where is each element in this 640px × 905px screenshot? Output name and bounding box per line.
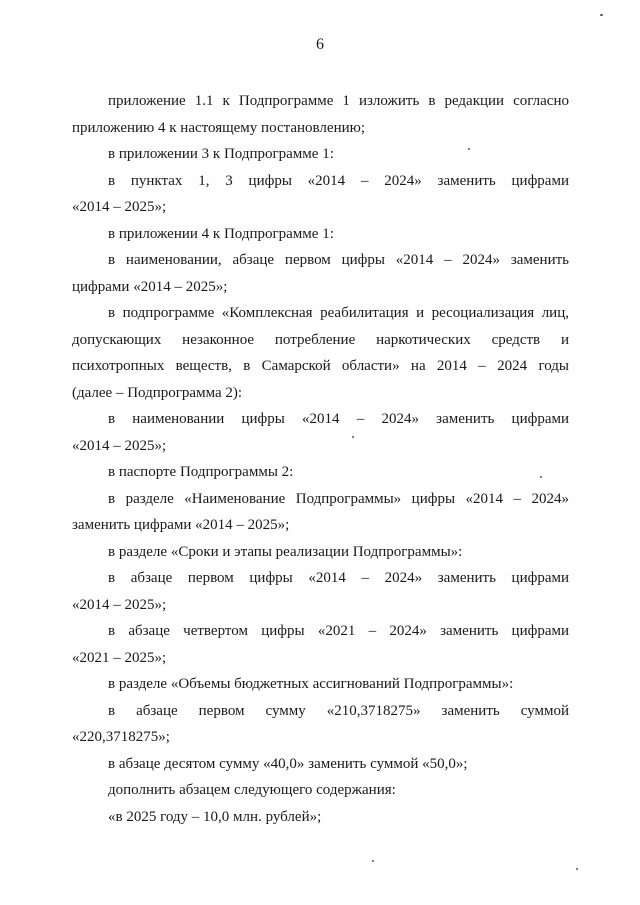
text-line: в разделе «Сроки и этапы реализации Подпрограммы»: bbox=[108, 543, 463, 560]
scan-speck bbox=[352, 436, 354, 438]
scan-speck bbox=[372, 860, 374, 862]
text-line: «в 2025 году – 10,0 млн. рублей»; bbox=[108, 808, 322, 825]
text-line: в наименовании цифры «2014 – 2024» заменить цифрами bbox=[108, 411, 569, 427]
text-line: «2014 – 2025»; bbox=[72, 437, 167, 454]
text-line: «2014 – 2025»; bbox=[72, 199, 167, 215]
scan-speck bbox=[468, 148, 470, 150]
text-line: в наименовании, абзаце первом цифры «2014 – 2024» заменить bbox=[108, 252, 569, 268]
text-line: в абзаце десятом сумму «40,0» заменить суммой «50,0»; bbox=[108, 755, 468, 772]
text-line: в приложении 4 к Подпрограмме 1: bbox=[108, 225, 334, 242]
text-line: в разделе «Наименование Подпрограммы» цифры «2014 – 2024» bbox=[108, 490, 569, 507]
text-line: в паспорте Подпрограммы 2: bbox=[108, 464, 294, 480]
text-line: психотропных веществ, в Самарской области» на 2014 – 2024 годы bbox=[72, 358, 569, 374]
scan-speck bbox=[576, 868, 578, 870]
text-line: дополнить абзацем следующего содержания: bbox=[108, 782, 396, 798]
document-body bbox=[72, 88, 569, 830]
text-line: «2021 – 2025»; bbox=[72, 649, 167, 666]
text-line: цифрами «2014 – 2025»; bbox=[72, 278, 228, 295]
scan-speck bbox=[540, 476, 542, 478]
text-line: в подпрограмме «Комплексная реабилитация и ресоциализация лиц, bbox=[108, 305, 569, 321]
text-line: приложение 1.1 к Подпрограмме 1 изложить в редакции согласно bbox=[108, 93, 569, 109]
text-line: в абзаце четвертом цифры «2021 – 2024» заменить цифрами bbox=[108, 623, 569, 639]
text-line: в абзаце первом цифры «2014 – 2024» заменить цифрами bbox=[108, 570, 569, 586]
scan-speck bbox=[600, 14, 603, 16]
text-line: заменить цифрами «2014 – 2025»; bbox=[72, 517, 290, 533]
text-line: допускающих незаконное потребление наркотических средств и bbox=[72, 331, 569, 348]
text-line: «2014 – 2025»; bbox=[72, 596, 167, 613]
text-line: «220,3718275»; bbox=[72, 729, 170, 745]
text-line: в разделе «Объемы бюджетных ассигнований Подпрограммы»: bbox=[108, 676, 514, 692]
text-line: в приложении 3 к Подпрограмме 1: bbox=[108, 146, 334, 162]
text-line: в пунктах 1, 3 цифры «2014 – 2024» заменить цифрами bbox=[108, 172, 569, 189]
page-number: 6 bbox=[316, 36, 324, 53]
text-line: в абзаце первом сумму «210,3718275» заменить суммой bbox=[108, 702, 569, 719]
text-line: (далее – Подпрограмма 2): bbox=[72, 384, 243, 401]
text-line: приложению 4 к настоящему постановлению; bbox=[72, 119, 365, 136]
